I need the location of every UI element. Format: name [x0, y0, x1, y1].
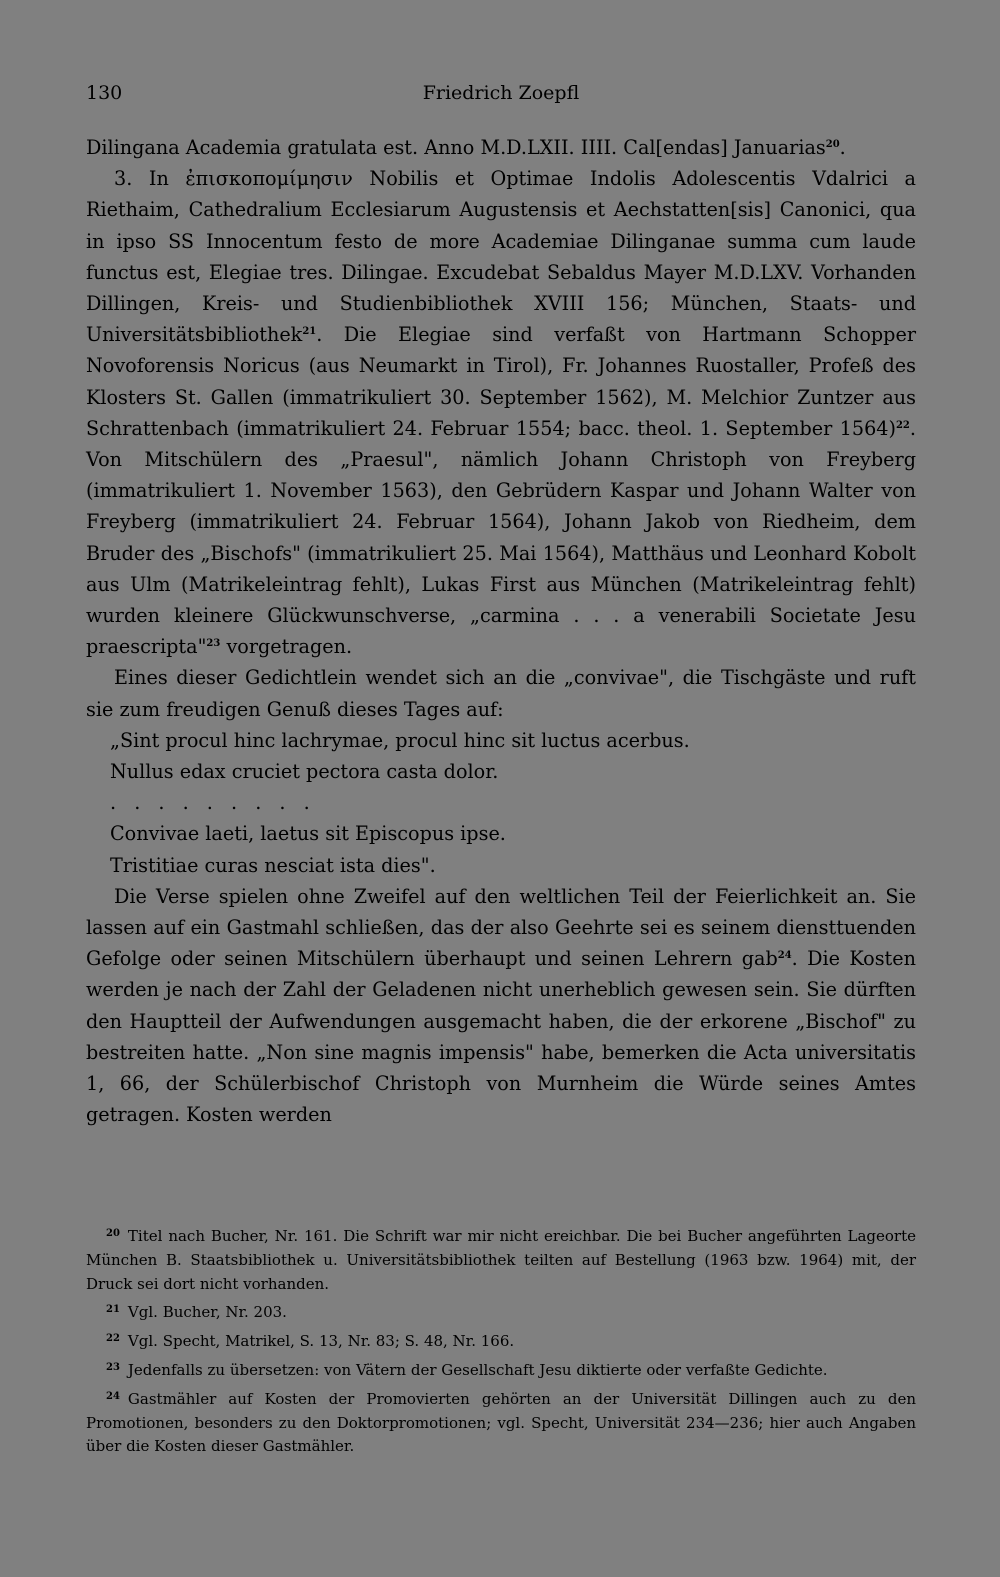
- verse-ellipsis: . . . . . . . . .: [110, 791, 316, 815]
- footnotes: [86, 1222, 916, 1461]
- paragraph-2: 3. In ἐπισκοπομίμησιν Nobilis et Optimae Indolis Adolescentis Vdalrici a Riethaim, Cathedralium Ecclesiarum Augustensis et Aechstatten[sis] Canonici, qua in ipso SS Innocentum festo de more Academiae Dilinganae summa cum laude functus est, Elegiae tres. Dilingae. Excudebat Sebaldus Mayer M.D.LXV. Vorhanden Dillingen, Kreis- und Studienbibliothek XVIII 156; München, Staats- und Universitätsbibliothek$^{21}$. Die Elegiae sind verfaßt von Hartmann Schopper Novoforensis Noricus (aus Neumarkt in Tirol), Fr. Johannes Ruostaller, Profeß des Klosters St. Gallen (immatrikuliert 30. September 1562), M. Melchior Zuntzer aus Schrattenbach (immatrikuliert 24. Februar 1554; bacc. theol. 1. September 1564)$^{22}$. Von Mitschülern des „Praesul", nämlich Johann Christoph von Freyberg (immatrikuliert 1. November 1563), den Gebrüdern Kaspar und Johann Walter von Freyberg (immatrikuliert 24. Februar 1564), Johann Jakob von Riedheim, dem Bruder des „Bischofs" (immatrikuliert 25. Mai 1564), Matthäus und Leonhard Kobolt aus Ulm (Matrikeleintrag fehlt), Lukas First aus München (Matrikeleintrag fehlt) wurden kleinere Glückwunschverse, „carmina . . . a venerabili Societate Jesu praescripta"$^{23}$ vorgetragen.: [86, 167, 916, 659]
- page-number: 130: [86, 82, 123, 104]
- verse-line: „Sint procul hinc lachrymae, procul hinc sit luctus acerbus.: [110, 728, 690, 752]
- footnote-ref-20[interactable]: 20: [825, 139, 840, 150]
- paragraph-4: Die Verse spielen ohne Zweifel auf den weltlichen Teil der Feierlichkeit an. Sie lassen auf ein Gastmahl schließen, das der also Geehrte sei es seinem diensttuenden Gefolge oder seinen Mitschülern überhaupt und seinen Lehrern gab$^{24}$. Die Kosten werden je nach der Zahl der Geladenen nicht unerheblich gewesen sein. Sie dürften den Hauptteil der Aufwendungen ausgemacht haben, die der erkorene „Bischof" zu bestreiten hatte. „Non sine magnis impensis" habe, bemerken die Acta universitatis 1, 66, der Schülerbischof Christoph von Murnheim die Würde seines Amtes getragen. Kosten werden: [86, 884, 916, 1127]
- verse-line: Nullus edax cruciet pectora casta dolor.: [110, 760, 499, 784]
- footnote-ref-21[interactable]: 21: [302, 326, 317, 338]
- footnote-22: $^{22}$ Vgl. Specht, Matrikel, S. 13, Nr. 83; S. 48, Nr. 166.: [106, 1332, 515, 1351]
- footnote-20: $^{20}$ Titel nach Bucher, Nr. 161. Die Schrift war mir nicht ereichbar. Die bei Bucher angeführten Lageorte München B. Staatsbibliothek u. Universitätsbibliothek teilten auf Bestellung (1963 bzw. 1964) mit, der Druck sei dort nicht vorhanden.: [86, 1227, 916, 1293]
- verse-line: Convivae laeti, laetus sit Episcopus ipse.: [110, 822, 506, 846]
- verse-quote: [110, 725, 916, 881]
- footnote-ref-22[interactable]: 22: [895, 419, 910, 431]
- footnote-21: $^{21}$ Vgl. Bucher, Nr. 203.: [106, 1303, 287, 1322]
- footnote-24: $^{24}$ Gastmähler auf Kosten der Promovierten gehörten an der Universität Dillingen auch zu den Promotionen, besonders zu den Doktorpromotionen; vgl. Specht, Universität 234—236; hier auch Angaben über die Kosten dieser Gastmähler.: [86, 1389, 916, 1456]
- footnote-ref-23[interactable]: 23: [206, 638, 221, 650]
- page-header: [86, 82, 916, 112]
- verse-line: Tristitiae curas nesciat ista dies".: [110, 853, 436, 877]
- paragraph-1: Dilingana Academia gratulata est. Anno M.D.LXII. IIII. Cal[endas] Januarias$^{20}$.: [86, 136, 846, 159]
- footnote-23: $^{23}$ Jedenfalls zu übersetzen: von Vätern der Gesellschaft Jesu diktierte oder verfaßte Gedichte.: [106, 1360, 828, 1379]
- running-title: Friedrich Zoepfl: [422, 82, 580, 104]
- footnote-ref-24[interactable]: 24: [777, 950, 792, 962]
- paragraph-3: Eines dieser Gedichtlein wendet sich an die „convivae", die Tischgäste und ruft sie zum freudigen Genuß dieses Tages auf:: [86, 666, 916, 721]
- main-text: [86, 132, 916, 1131]
